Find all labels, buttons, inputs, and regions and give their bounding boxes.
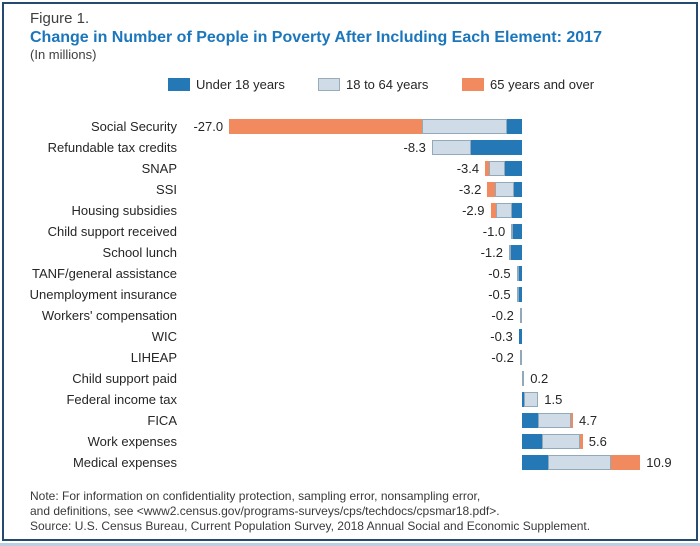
bar-segment xyxy=(522,413,538,428)
plot-area xyxy=(180,326,690,347)
category-label: SSI xyxy=(156,182,177,197)
plot-area xyxy=(180,389,690,410)
chart-row xyxy=(0,305,700,326)
category-label: Refundable tax credits xyxy=(47,140,177,155)
stacked-bar xyxy=(517,287,522,302)
bar-segment xyxy=(580,434,583,449)
bar-segment xyxy=(542,434,580,449)
chart-row xyxy=(0,263,700,284)
value-label: -0.5 xyxy=(488,266,511,281)
chart-row xyxy=(0,410,700,431)
bar-segment xyxy=(496,203,512,218)
bar-segment xyxy=(522,371,524,386)
figure-label: Figure 1. xyxy=(30,10,90,27)
bar-segment xyxy=(513,224,522,239)
bar-segment xyxy=(520,308,522,323)
category-label: Medical expenses xyxy=(72,455,177,470)
category-label: Workers' compensation xyxy=(41,308,177,323)
value-label: -2.9 xyxy=(462,203,485,218)
chart-row xyxy=(0,452,700,473)
category-label: Housing subsidies xyxy=(71,203,177,218)
value-label: -3.4 xyxy=(456,161,480,176)
bar-segment xyxy=(522,455,548,470)
stacked-bar xyxy=(519,329,522,344)
chart-row xyxy=(0,221,700,242)
value-label: -0.3 xyxy=(490,329,513,344)
category-label: Child support paid xyxy=(72,371,177,386)
chart-row xyxy=(0,389,700,410)
legend-label: Under 18 years xyxy=(196,77,285,92)
bar-segment xyxy=(519,329,522,344)
bar-segment xyxy=(505,161,522,176)
chart-row xyxy=(0,284,700,305)
bar-segment xyxy=(229,119,422,134)
stacked-bar xyxy=(432,140,522,155)
chart-row xyxy=(0,137,700,158)
plot-area xyxy=(180,158,690,179)
bar-segment xyxy=(519,266,522,281)
chart-row xyxy=(0,158,700,179)
bar-segment xyxy=(471,140,522,155)
value-label: -8.3 xyxy=(403,140,426,155)
plot-area xyxy=(180,200,690,221)
chart-legend xyxy=(0,77,700,93)
bar-segment xyxy=(422,119,507,134)
category-label: Federal income tax xyxy=(66,392,177,407)
plot-area xyxy=(180,305,690,326)
chart-row xyxy=(0,116,700,137)
plot-area xyxy=(180,368,690,389)
chart-subtitle: (In millions) xyxy=(30,47,97,62)
plot-area xyxy=(180,284,690,305)
category-label: FICA xyxy=(147,413,177,428)
bar-segment xyxy=(511,245,522,260)
plot-area xyxy=(180,137,690,158)
category-label: School lunch xyxy=(102,245,177,260)
legend-swatch-icon xyxy=(462,78,484,91)
plot-area xyxy=(180,242,690,263)
value-label: 5.6 xyxy=(588,434,607,449)
bar-segment xyxy=(611,455,640,470)
bar-segment xyxy=(487,182,495,197)
chart-title: Change in Number of People in Poverty After Including Each Element: 2017 xyxy=(30,29,602,46)
stacked-bar xyxy=(520,308,522,323)
plot-area xyxy=(180,452,690,473)
note-line-1: Note: For information on confidentiality protection, sampling error, nonsampling error, xyxy=(30,489,481,503)
bar-segment xyxy=(514,182,522,197)
legend-label: 18 to 64 years xyxy=(346,77,429,92)
value-label: -0.2 xyxy=(491,350,514,365)
plot-area xyxy=(180,431,690,452)
chart-row xyxy=(0,200,700,221)
value-label: 1.5 xyxy=(544,392,563,407)
chart-row xyxy=(0,179,700,200)
plot-area xyxy=(180,347,690,368)
legend-swatch-icon xyxy=(168,78,190,91)
category-label: Social Security xyxy=(91,119,177,134)
stacked-bar xyxy=(522,392,538,407)
bar-segment xyxy=(571,413,573,428)
category-label: Child support received xyxy=(47,224,177,239)
legend-label: 65 years and over xyxy=(490,77,595,92)
bar-chart xyxy=(0,116,700,473)
bar-segment xyxy=(512,203,522,218)
stacked-bar xyxy=(509,245,522,260)
value-label: 0.2 xyxy=(530,371,549,386)
bar-segment xyxy=(495,182,515,197)
chart-row xyxy=(0,431,700,452)
chart-row xyxy=(0,242,700,263)
stacked-bar xyxy=(487,182,522,197)
chart-row xyxy=(0,368,700,389)
stacked-bar xyxy=(520,350,522,365)
plot-area xyxy=(180,263,690,284)
bar-segment xyxy=(522,434,542,449)
bar-segment xyxy=(432,140,471,155)
note-line-2: and definitions, see <www2.census.gov/programs-surveys/cps/techdocs/cpsmar18.pdf>. xyxy=(30,504,500,518)
bar-segment xyxy=(489,161,504,176)
value-label: 4.7 xyxy=(579,413,598,428)
chart-row xyxy=(0,347,700,368)
stacked-bar xyxy=(491,203,522,218)
value-label: -27.0 xyxy=(193,119,224,134)
plot-area xyxy=(180,410,690,431)
legend-swatch-icon xyxy=(318,78,340,91)
value-label: -1.2 xyxy=(480,245,503,260)
value-label: -1.0 xyxy=(482,224,506,239)
stacked-bar xyxy=(522,434,583,449)
bar-segment xyxy=(507,119,522,134)
bar-segment xyxy=(520,350,522,365)
chart-row xyxy=(0,326,700,347)
plot-area xyxy=(180,116,690,137)
category-label: SNAP xyxy=(141,161,177,176)
stacked-bar xyxy=(485,161,522,176)
plot-area xyxy=(180,221,690,242)
value-label: -3.2 xyxy=(458,182,482,197)
value-label: 10.9 xyxy=(646,455,672,470)
category-label: WIC xyxy=(151,329,177,344)
bar-segment xyxy=(538,413,571,428)
bar-segment xyxy=(524,392,538,407)
stacked-bar xyxy=(517,266,522,281)
source-line: Source: U.S. Census Bureau, Current Population Survey, 2018 Annual Social and Economic Supplement. xyxy=(30,519,591,533)
stacked-bar xyxy=(522,371,524,386)
category-label: LIHEAP xyxy=(130,350,177,365)
bar-segment xyxy=(548,455,611,470)
plot-area xyxy=(180,179,690,200)
category-label: Unemployment insurance xyxy=(29,287,177,302)
stacked-bar xyxy=(229,119,522,134)
stacked-bar xyxy=(511,224,522,239)
category-label: Work expenses xyxy=(87,434,177,449)
stacked-bar xyxy=(522,413,573,428)
bar-segment xyxy=(519,287,522,302)
chart-header xyxy=(30,10,675,63)
chart-notes xyxy=(30,489,680,534)
value-label: -0.2 xyxy=(491,308,514,323)
value-label: -0.5 xyxy=(488,287,511,302)
stacked-bar xyxy=(522,455,640,470)
category-label: TANF/general assistance xyxy=(32,266,177,281)
